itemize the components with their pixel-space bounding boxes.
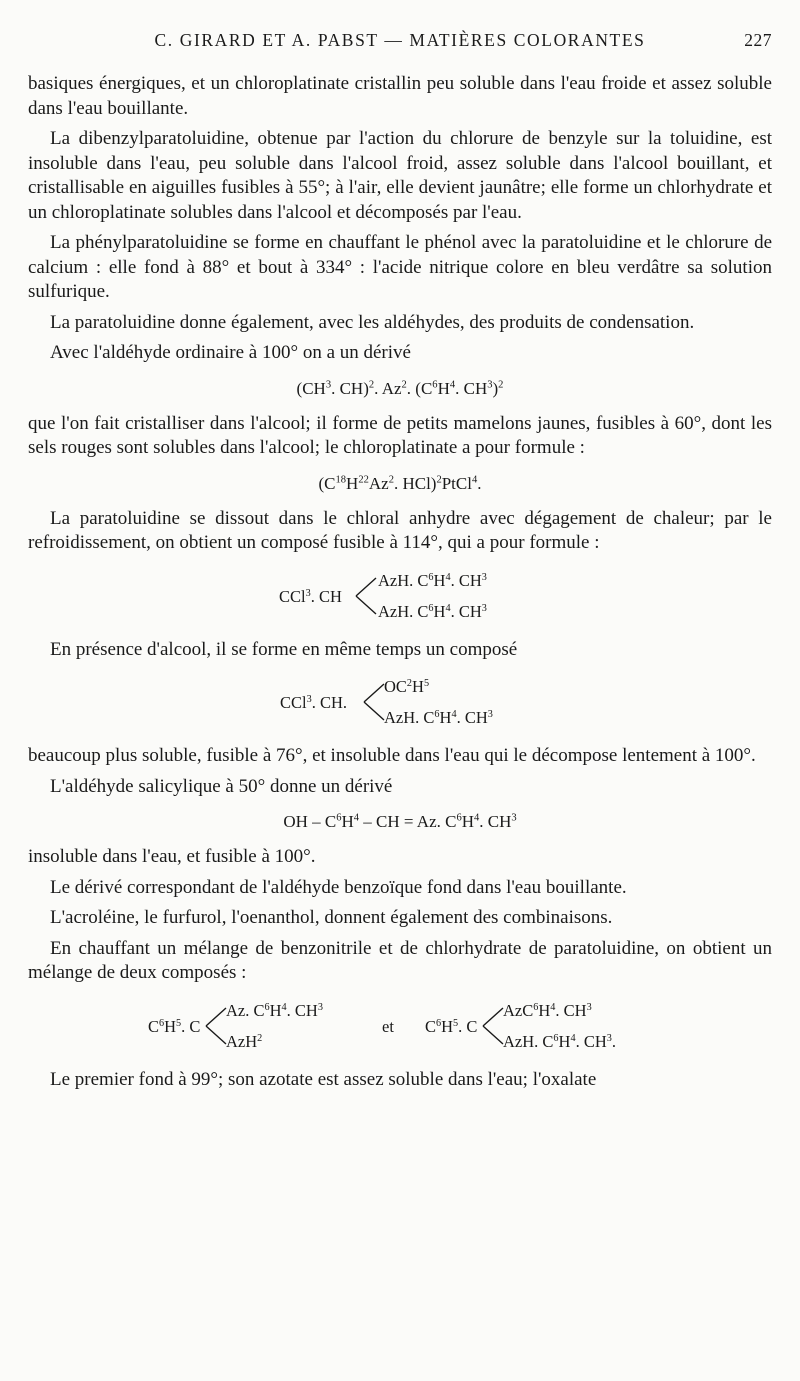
formula-subscript: 4	[445, 571, 451, 583]
formula-subscript: 3	[305, 587, 311, 599]
formula-subscript: 3	[586, 1001, 592, 1013]
formula-part: . CH	[479, 812, 512, 831]
formula-subscript: 5	[423, 677, 430, 689]
formula-subscript: 2	[436, 474, 442, 486]
paragraph: L'acroléine, le furfurol, l'oenanthol, donnent également des combinaisons.	[50, 907, 613, 928]
formula-part	[384, 675, 429, 700]
formula-subscript: 6	[456, 812, 462, 824]
formula-part: . C	[181, 1016, 201, 1036]
formula-aldehyde-derivative	[28, 378, 772, 400]
formula-part: )	[492, 378, 499, 398]
formula-subscript: 6	[434, 708, 440, 720]
formula-chloral-compound	[28, 568, 772, 624]
formula-part: C	[425, 1016, 437, 1036]
formula-subscript: 6	[428, 571, 434, 583]
formula-subscript: 4	[451, 708, 457, 720]
formula-part: H	[439, 708, 452, 727]
formula-subscript: 6	[264, 1001, 270, 1013]
formula-part: H	[558, 1031, 571, 1051]
formula-part: (CH	[296, 378, 326, 398]
formula-part: .	[611, 1031, 616, 1051]
paragraph: beaucoup plus soluble, fusible à 76°, et insoluble dans l'eau qui le décompose lentement à 100°.	[28, 745, 756, 766]
formula-part: . C	[458, 1016, 478, 1036]
formula-part: CCl	[280, 693, 307, 712]
paragraph: Le premier fond à 99°; son azotate est assez soluble dans l'eau; l'oxalate	[50, 1068, 597, 1090]
formula-subscript: 4	[471, 474, 478, 486]
formula-subscript: 6	[432, 379, 438, 391]
formula-part: . CH	[555, 1000, 587, 1020]
formula-part	[148, 1015, 200, 1040]
formula-part	[503, 999, 592, 1024]
formula-part	[226, 999, 323, 1024]
formula-subscript: 6	[553, 1032, 559, 1044]
formula-part: H	[538, 1000, 551, 1020]
formula-part: . CH	[286, 1000, 318, 1020]
formula-subscript: 4	[353, 812, 360, 824]
paragraph: La dibenzylparatoluidine, obtenue par l'action du chlorure de benzyle sur la toluidine, est insoluble dans l'eau, peu soluble dans l'alcool froid, assez soluble dans l'alcool bouillant, et cristallisable en aiguilles fusibles à 55°; à l'air, elle devient jaunâtre; elle forme un chlorhydrate et un chloroplatinate solubles dans l'alcool et décomposés par l'eau.	[28, 128, 772, 223]
formula-part: (C	[318, 473, 336, 493]
formula-subscript: 2	[257, 1032, 263, 1044]
branch-bracket	[206, 998, 228, 1054]
formula-part: H	[461, 812, 475, 831]
formula-subscript: 22	[358, 474, 369, 486]
formula-chloroplatinate	[28, 473, 772, 495]
formula-subscript: 2	[406, 677, 413, 689]
paragraph: insoluble dans l'eau, et fusible à 100°.	[28, 846, 316, 867]
formula-subscript: 3	[606, 1032, 612, 1044]
formula-subscript: 4	[550, 1001, 556, 1013]
formula-part: OC	[384, 677, 407, 696]
formula-part: H	[433, 570, 446, 590]
formula-alcohol-compound	[28, 674, 772, 730]
formula-part: Az	[368, 473, 389, 493]
formula-subscript: 2	[498, 379, 504, 391]
formula-subscript: 3	[306, 693, 312, 705]
formula-part: . CH	[310, 586, 342, 606]
formula-subscript: 4	[281, 1001, 287, 1013]
paragraph: basiques énergiques, et un chloroplatinate cristallin peu soluble dans l'eau froide et assez soluble dans l'eau bouillante.	[28, 73, 772, 119]
formula-subscript: 5	[176, 1017, 182, 1029]
formula-benzonitrile-compounds	[28, 998, 772, 1054]
formula-part	[425, 1015, 477, 1040]
paragraph: que l'on fait cristalliser dans l'alcool; il forme de petits mamelons jaunes, fusibles à 60°, dont les sels rouges sont solubles dans l'alcool; le chloroplatinate a pour formule :	[28, 412, 772, 458]
formula-part	[280, 691, 347, 716]
formula-part: H	[412, 677, 424, 696]
running-title: C. GIRARD ET A. PABST — MATIÈRES COLORANTES	[154, 30, 646, 50]
formula-part	[226, 1030, 262, 1055]
formula-part: PtCl	[441, 473, 472, 493]
formula-part: H	[164, 1016, 177, 1036]
formula-subscript: 5	[453, 1017, 459, 1029]
formula-part: AzC	[503, 1000, 534, 1020]
formula-subscript: 4	[445, 602, 451, 614]
formula-part: . (C	[406, 378, 433, 398]
branch-bracket	[483, 998, 505, 1054]
formula-part: . CH	[450, 570, 482, 590]
paragraph: L'aldéhyde salicylique à 50° donne un dérivé	[50, 775, 393, 797]
formula-part: . HCl)	[393, 473, 437, 493]
formula-part	[378, 569, 487, 594]
formula-part	[503, 1030, 616, 1055]
formula-subscript: 4	[570, 1032, 576, 1044]
formula-part: .	[477, 473, 482, 493]
paragraph: La paratoluidine donne également, avec les aldéhydes, des produits de condensation.	[50, 311, 695, 333]
formula-part: – CH = Az. C	[359, 812, 457, 831]
formula-part: OH – C	[283, 812, 337, 831]
formula-part: H	[437, 378, 450, 398]
formula-part	[279, 585, 342, 610]
formula-part: AzH. C	[378, 570, 429, 590]
formula-part	[378, 600, 487, 625]
paragraph: La paratoluidine se dissout dans le chloral anhydre avec dégagement de chaleur; par le refroidissement, on obtient un composé fusible à 114°, qui a pour formule :	[28, 507, 772, 553]
page-number: 227	[744, 30, 772, 50]
formula-part: . CH	[450, 601, 482, 621]
paragraph: La phénylparatoluidine se forme en chauffant le phénol avec la paratoluidine et le chlorure de calcium : elle fond à 88° et bout à 334° : l'acide nitrique colore en bleu verdâtre sa solution sulfurique.	[28, 232, 772, 302]
formula-part: CCl	[279, 586, 306, 606]
formula-part: . CH	[575, 1031, 607, 1051]
formula-subscript: 3	[487, 379, 493, 391]
page-header	[28, 30, 772, 56]
formula-part: C	[148, 1016, 160, 1036]
formula-subscript: 6	[533, 1001, 539, 1013]
formula-subscript: 3	[487, 708, 493, 720]
formula-subscript: 3	[511, 812, 517, 824]
formula-part: AzH	[226, 1031, 258, 1051]
formula-subscript: 6	[159, 1017, 165, 1029]
formula-salicylic-derivative	[28, 811, 772, 833]
formula-subscript: 4	[449, 379, 456, 391]
formula-part: Az. C	[226, 1000, 265, 1020]
formula-part: . CH)	[331, 378, 369, 398]
formula-subscript: 6	[436, 1017, 442, 1029]
paragraph: En chauffant un mélange de benzonitrile et de chlorhydrate de paratoluidine, on obtient un mélange de deux composés :	[28, 937, 772, 983]
formula-subscript: 3	[325, 379, 332, 391]
branch-bracket	[364, 674, 386, 730]
paragraph: Le dérivé correspondant de l'aldéhyde benzoïque fond dans l'eau bouillante.	[50, 876, 627, 898]
formula-subscript: 2	[401, 379, 407, 391]
formula-part: AzH. C	[384, 708, 435, 727]
formula-part: H	[341, 812, 354, 831]
formula-part: H	[441, 1016, 454, 1036]
formula-part: . CH	[455, 378, 488, 398]
formula-part: H	[269, 1000, 282, 1020]
formula-subscript: 6	[428, 602, 434, 614]
formula-part: H	[346, 473, 359, 493]
formula-subscript: 2	[388, 474, 394, 486]
formula-part: . CH	[456, 708, 488, 727]
formula-subscript: 2	[368, 379, 375, 391]
branch-bracket	[356, 568, 378, 624]
paragraph: Avec l'aldéhyde ordinaire à 100° on a un dérivé	[50, 342, 411, 363]
formula-part: H	[433, 601, 446, 621]
formula-subscript: 4	[474, 812, 480, 824]
page-body	[28, 72, 772, 1098]
formula-part	[384, 706, 493, 731]
formula-part: . Az	[374, 378, 402, 398]
formula-subscript: 3	[317, 1001, 323, 1013]
formula-part: . CH.	[311, 693, 348, 712]
formula-subscript: 18	[335, 474, 347, 486]
formula-subscript: 3	[481, 571, 487, 583]
formula-subscript: 3	[481, 602, 487, 614]
formula-subscript: 6	[336, 812, 342, 824]
formula-part: AzH. C	[378, 601, 429, 621]
formula-part: AzH. C	[503, 1031, 554, 1051]
paragraph: En présence d'alcool, il se forme en même temps un composé	[50, 638, 518, 660]
formula-part: et	[382, 1016, 394, 1036]
